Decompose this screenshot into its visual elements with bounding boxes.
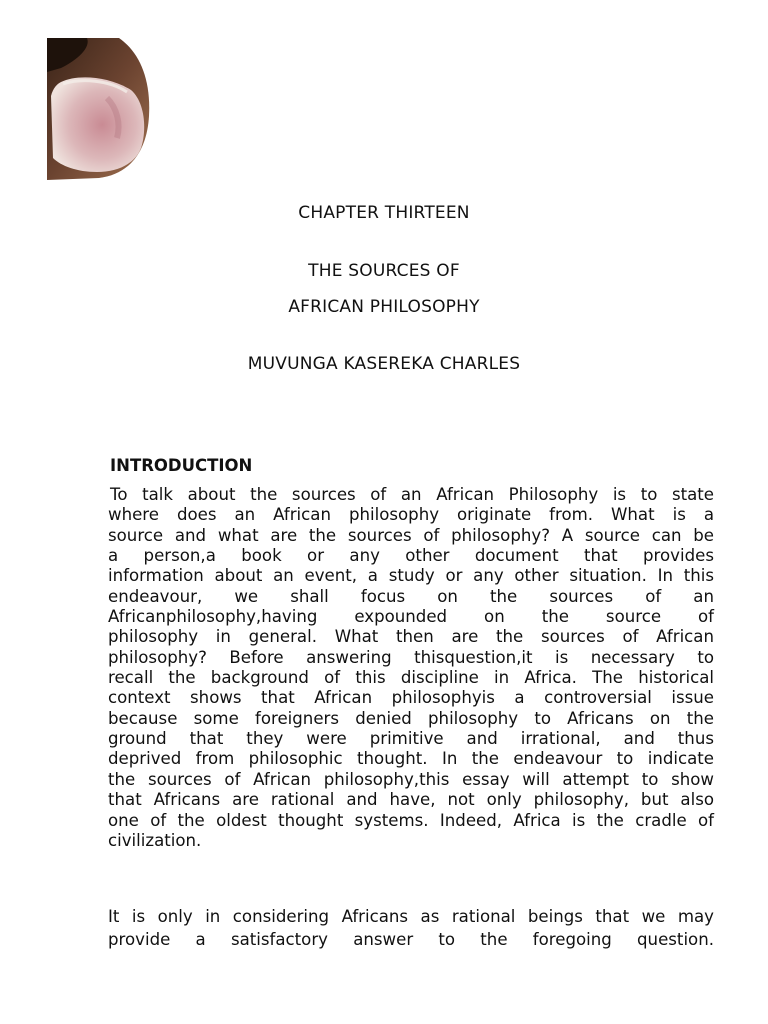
paragraph-line: philosophy? Before answering thisquestion,it is necessary to	[108, 647, 714, 667]
paragraph-line: because some foreigners denied philosophy to Africans on the	[108, 708, 714, 728]
paragraph-line: It is only in considering Africans as rational beings that we may	[108, 907, 714, 926]
title-line-1: THE SOURCES OF	[308, 261, 460, 281]
paragraph-line: information about an event, a study or any other situation. In this	[108, 566, 714, 586]
paragraph-line: that Africans are rational and have, not only philosophy, but also	[108, 790, 714, 810]
author-name: MUVUNGA KASEREKA CHARLES	[247, 354, 521, 374]
paragraph-line: source and what are the sources of philosophy? A source can be	[108, 525, 714, 545]
title-line-2: AFRICAN PHILOSOPHY	[288, 297, 480, 317]
paragraph-line: recall the background of this discipline in Africa. The historical	[108, 668, 714, 688]
section-heading: INTRODUCTION	[110, 456, 253, 475]
paragraph-line: the sources of African philosophy,this essay will attempt to show	[108, 769, 714, 789]
paragraph-line: To talk about the sources of an African Philosophy is to state	[110, 485, 714, 504]
paragraph-line: where does an African philosophy originate from. What is a	[108, 505, 714, 525]
paragraph-line: deprived from philosophic thought. In the endeavour to indicate	[108, 749, 714, 769]
paragraph-line: context shows that African philosophyis a controversial issue	[108, 688, 714, 708]
paragraph-line: provide a satisfactory answer to the foregoing question.	[108, 930, 714, 950]
paragraph-line: one of the oldest thought systems. Indeed, Africa is the cradle of	[108, 810, 714, 830]
second-paragraph	[108, 907, 714, 953]
paragraph-line: philosophy in general. What then are the sources of African	[108, 627, 714, 647]
paragraph-line: ground that they were primitive and irrational, and thus	[108, 729, 714, 749]
paragraph-line: a person,a book or any other document that provides	[108, 546, 714, 566]
paragraph-line: endeavour, we shall focus on the sources of an	[108, 586, 714, 606]
thumb-photo	[47, 38, 151, 180]
paragraph-line: civilization.	[108, 830, 202, 850]
paragraph-line: Africanphilosophy,having expounded on the source of	[108, 607, 714, 627]
chapter-label: CHAPTER THIRTEEN	[298, 203, 470, 223]
intro-paragraph	[108, 485, 714, 851]
